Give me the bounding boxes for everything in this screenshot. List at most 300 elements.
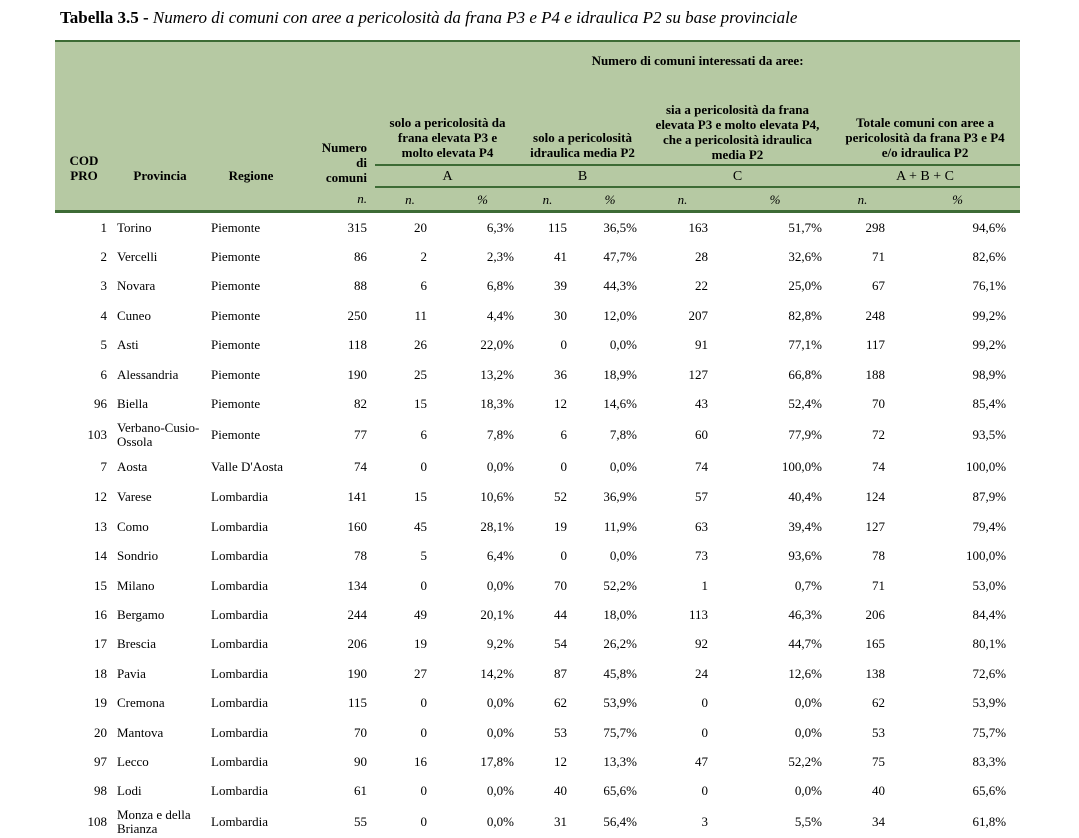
cell-c-n: 28 <box>645 242 720 271</box>
cell-provincia: Cremona <box>113 688 207 717</box>
cell-regione: Lombardia <box>207 777 295 806</box>
cell-numero: 74 <box>295 451 375 483</box>
cell-provincia: Lecco <box>113 747 207 776</box>
cell-tot-n: 62 <box>830 688 895 717</box>
cell-numero: 118 <box>295 331 375 360</box>
cell-a-n: 2 <box>375 242 445 271</box>
cell-c-pct: 5,5% <box>720 806 830 838</box>
cell-tot-pct: 99,2% <box>895 301 1020 330</box>
cell-b-pct: 13,3% <box>575 747 645 776</box>
cell-cod: 14 <box>55 542 113 571</box>
cell-c-pct: 0,7% <box>720 571 830 600</box>
cell-tot-n: 67 <box>830 272 895 301</box>
unit-n: n. <box>645 187 720 212</box>
cell-regione: Lombardia <box>207 806 295 838</box>
cell-numero: 206 <box>295 630 375 659</box>
cell-provincia: Biella <box>113 389 207 418</box>
cell-regione: Lombardia <box>207 600 295 629</box>
cell-numero: 190 <box>295 659 375 688</box>
cell-c-n: 22 <box>645 272 720 301</box>
cell-a-n: 5 <box>375 542 445 571</box>
cell-c-pct: 51,7% <box>720 212 830 243</box>
cell-b-n: 44 <box>520 600 575 629</box>
cell-tot-pct: 61,8% <box>895 806 1020 838</box>
cell-b-pct: 0,0% <box>575 451 645 483</box>
cell-c-n: 0 <box>645 777 720 806</box>
cell-numero: 190 <box>295 360 375 389</box>
cell-cod: 4 <box>55 301 113 330</box>
table-row <box>55 242 1020 271</box>
cell-tot-n: 188 <box>830 360 895 389</box>
cell-b-pct: 18,9% <box>575 360 645 389</box>
unit-n: n. <box>295 187 375 212</box>
cell-c-n: 57 <box>645 483 720 512</box>
cell-regione: Lombardia <box>207 571 295 600</box>
cell-a-pct: 0,0% <box>445 571 520 600</box>
header-a-desc: solo a pericolosità da frana elevata P3 e molto elevata P4 <box>375 68 520 165</box>
cell-b-n: 0 <box>520 542 575 571</box>
cell-c-pct: 52,4% <box>720 389 830 418</box>
table-row <box>55 659 1020 688</box>
cell-b-n: 115 <box>520 212 575 243</box>
cell-tot-pct: 53,9% <box>895 688 1020 717</box>
table-row <box>55 331 1020 360</box>
cell-provincia: Alessandria <box>113 360 207 389</box>
header-group: Numero di comuni interessati da aree: <box>375 41 1020 68</box>
cell-b-n: 40 <box>520 777 575 806</box>
header-c: C <box>645 165 830 187</box>
cell-tot-n: 74 <box>830 451 895 483</box>
cell-cod: 13 <box>55 512 113 541</box>
cell-cod: 6 <box>55 360 113 389</box>
cell-tot-pct: 94,6% <box>895 212 1020 243</box>
cell-c-n: 43 <box>645 389 720 418</box>
header-numero: Numero di comuni <box>295 41 375 187</box>
cell-a-n: 6 <box>375 419 445 451</box>
cell-c-n: 73 <box>645 542 720 571</box>
header-provincia: Provincia <box>113 41 207 187</box>
cell-cod: 17 <box>55 630 113 659</box>
cell-c-n: 1 <box>645 571 720 600</box>
cell-a-pct: 9,2% <box>445 630 520 659</box>
cell-b-n: 53 <box>520 718 575 747</box>
cell-b-pct: 75,7% <box>575 718 645 747</box>
cell-cod: 18 <box>55 659 113 688</box>
cell-a-pct: 2,3% <box>445 242 520 271</box>
cell-c-pct: 39,4% <box>720 512 830 541</box>
cell-cod: 96 <box>55 389 113 418</box>
cell-a-pct: 0,0% <box>445 451 520 483</box>
cell-numero: 134 <box>295 571 375 600</box>
cell-a-pct: 6,8% <box>445 272 520 301</box>
cell-a-n: 6 <box>375 272 445 301</box>
table-row <box>55 600 1020 629</box>
cell-b-n: 30 <box>520 301 575 330</box>
cell-a-pct: 0,0% <box>445 688 520 717</box>
table-row <box>55 451 1020 483</box>
cell-c-n: 74 <box>645 451 720 483</box>
cell-a-n: 27 <box>375 659 445 688</box>
cell-b-n: 87 <box>520 659 575 688</box>
cell-c-pct: 77,1% <box>720 331 830 360</box>
cell-b-n: 62 <box>520 688 575 717</box>
cell-regione: Piemonte <box>207 360 295 389</box>
cell-a-pct: 6,4% <box>445 542 520 571</box>
cell-tot-pct: 65,6% <box>895 777 1020 806</box>
cell-provincia: Novara <box>113 272 207 301</box>
cell-regione: Piemonte <box>207 301 295 330</box>
cell-a-n: 0 <box>375 688 445 717</box>
table-row <box>55 212 1020 243</box>
cell-numero: 55 <box>295 806 375 838</box>
table-caption: Numero di comuni con aree a pericolosità da frana P3 e P4 e idraulica P2 su base provinciale <box>153 8 797 27</box>
cell-tot-n: 72 <box>830 419 895 451</box>
cell-c-n: 60 <box>645 419 720 451</box>
cell-tot-pct: 100,0% <box>895 451 1020 483</box>
cell-b-pct: 45,8% <box>575 659 645 688</box>
cell-c-pct: 93,6% <box>720 542 830 571</box>
cell-tot-pct: 82,6% <box>895 242 1020 271</box>
cell-c-pct: 32,6% <box>720 242 830 271</box>
cell-tot-pct: 75,7% <box>895 718 1020 747</box>
cell-a-pct: 20,1% <box>445 600 520 629</box>
header-b: B <box>520 165 645 187</box>
cell-numero: 82 <box>295 389 375 418</box>
cell-b-pct: 18,0% <box>575 600 645 629</box>
cell-c-n: 3 <box>645 806 720 838</box>
cell-c-pct: 0,0% <box>720 718 830 747</box>
cell-regione: Piemonte <box>207 242 295 271</box>
cell-numero: 70 <box>295 718 375 747</box>
cell-cod: 108 <box>55 806 113 838</box>
cell-regione: Piemonte <box>207 212 295 243</box>
cell-a-pct: 13,2% <box>445 360 520 389</box>
cell-c-n: 92 <box>645 630 720 659</box>
cell-c-n: 207 <box>645 301 720 330</box>
cell-tot-pct: 93,5% <box>895 419 1020 451</box>
cell-regione: Lombardia <box>207 630 295 659</box>
cell-c-pct: 25,0% <box>720 272 830 301</box>
cell-b-n: 31 <box>520 806 575 838</box>
cell-b-pct: 36,9% <box>575 483 645 512</box>
cell-cod: 15 <box>55 571 113 600</box>
cell-c-n: 91 <box>645 331 720 360</box>
cell-a-pct: 14,2% <box>445 659 520 688</box>
cell-b-n: 39 <box>520 272 575 301</box>
cell-regione: Lombardia <box>207 659 295 688</box>
cell-a-pct: 18,3% <box>445 389 520 418</box>
cell-tot-pct: 53,0% <box>895 571 1020 600</box>
table-row <box>55 272 1020 301</box>
cell-b-n: 52 <box>520 483 575 512</box>
cell-tot-pct: 76,1% <box>895 272 1020 301</box>
cell-tot-n: 248 <box>830 301 895 330</box>
cell-regione: Lombardia <box>207 747 295 776</box>
cell-provincia: Varese <box>113 483 207 512</box>
unit-pct: % <box>895 187 1020 212</box>
cell-tot-n: 117 <box>830 331 895 360</box>
header-t-desc: Totale comuni con aree a pericolosità da frana P3 e P4 e/o idraulica P2 <box>830 68 1020 165</box>
cell-numero: 244 <box>295 600 375 629</box>
cell-b-n: 12 <box>520 747 575 776</box>
cell-cod: 103 <box>55 419 113 451</box>
cell-tot-n: 71 <box>830 242 895 271</box>
cell-a-n: 19 <box>375 630 445 659</box>
cell-a-n: 0 <box>375 451 445 483</box>
cell-regione: Piemonte <box>207 419 295 451</box>
cell-provincia: Aosta <box>113 451 207 483</box>
cell-regione: Piemonte <box>207 389 295 418</box>
cell-provincia: Vercelli <box>113 242 207 271</box>
table-row <box>55 777 1020 806</box>
table-row <box>55 483 1020 512</box>
cell-tot-n: 298 <box>830 212 895 243</box>
cell-tot-pct: 72,6% <box>895 659 1020 688</box>
unit-n: n. <box>375 187 445 212</box>
cell-cod: 3 <box>55 272 113 301</box>
cell-b-pct: 0,0% <box>575 542 645 571</box>
cell-regione: Lombardia <box>207 512 295 541</box>
cell-provincia: Milano <box>113 571 207 600</box>
table-row <box>55 747 1020 776</box>
cell-b-pct: 53,9% <box>575 688 645 717</box>
cell-c-n: 63 <box>645 512 720 541</box>
cell-c-n: 24 <box>645 659 720 688</box>
unit-pct: % <box>445 187 520 212</box>
cell-numero: 160 <box>295 512 375 541</box>
header-c-desc: sia a pericolosità da frana elevata P3 e molto elevata P4, che a pericolosità idraulica media P2 <box>645 68 830 165</box>
table-number: Tabella 3.5 - <box>60 8 153 27</box>
cell-a-pct: 4,4% <box>445 301 520 330</box>
header-a: A <box>375 165 520 187</box>
cell-numero: 250 <box>295 301 375 330</box>
cell-tot-pct: 100,0% <box>895 542 1020 571</box>
cell-c-pct: 40,4% <box>720 483 830 512</box>
cell-numero: 90 <box>295 747 375 776</box>
cell-tot-n: 127 <box>830 512 895 541</box>
cell-regione: Lombardia <box>207 718 295 747</box>
unit-n: n. <box>830 187 895 212</box>
table-row <box>55 718 1020 747</box>
cell-tot-n: 40 <box>830 777 895 806</box>
cell-numero: 78 <box>295 542 375 571</box>
cell-provincia: Torino <box>113 212 207 243</box>
cell-a-n: 26 <box>375 331 445 360</box>
cell-c-pct: 46,3% <box>720 600 830 629</box>
cell-tot-pct: 87,9% <box>895 483 1020 512</box>
cell-b-n: 54 <box>520 630 575 659</box>
cell-provincia: Pavia <box>113 659 207 688</box>
cell-regione: Piemonte <box>207 272 295 301</box>
cell-tot-n: 71 <box>830 571 895 600</box>
table-title <box>60 8 797 28</box>
table-row <box>55 542 1020 571</box>
cell-c-pct: 82,8% <box>720 301 830 330</box>
cell-tot-pct: 80,1% <box>895 630 1020 659</box>
cell-cod: 12 <box>55 483 113 512</box>
cell-tot-pct: 84,4% <box>895 600 1020 629</box>
cell-c-pct: 0,0% <box>720 777 830 806</box>
unit-pct: % <box>575 187 645 212</box>
cell-a-n: 15 <box>375 483 445 512</box>
cell-provincia: Lodi <box>113 777 207 806</box>
cell-provincia: Bergamo <box>113 600 207 629</box>
cell-tot-pct: 85,4% <box>895 389 1020 418</box>
cell-b-pct: 11,9% <box>575 512 645 541</box>
cell-b-pct: 44,3% <box>575 272 645 301</box>
cell-b-n: 41 <box>520 242 575 271</box>
cell-tot-n: 34 <box>830 806 895 838</box>
cell-cod: 7 <box>55 451 113 483</box>
table-row <box>55 360 1020 389</box>
cell-c-pct: 12,6% <box>720 659 830 688</box>
data-table <box>55 40 1020 838</box>
cell-numero: 315 <box>295 212 375 243</box>
cell-tot-pct: 79,4% <box>895 512 1020 541</box>
table-row <box>55 806 1020 838</box>
cell-tot-n: 206 <box>830 600 895 629</box>
cell-b-n: 12 <box>520 389 575 418</box>
cell-tot-n: 70 <box>830 389 895 418</box>
header-regione: Regione <box>207 41 295 187</box>
table-row <box>55 512 1020 541</box>
cell-regione: Piemonte <box>207 331 295 360</box>
cell-tot-n: 165 <box>830 630 895 659</box>
cell-c-pct: 77,9% <box>720 419 830 451</box>
cell-b-pct: 12,0% <box>575 301 645 330</box>
cell-c-n: 0 <box>645 718 720 747</box>
cell-a-n: 20 <box>375 212 445 243</box>
cell-a-n: 0 <box>375 806 445 838</box>
header-t: A + B + C <box>830 165 1020 187</box>
cell-b-pct: 56,4% <box>575 806 645 838</box>
cell-b-n: 0 <box>520 451 575 483</box>
cell-b-n: 19 <box>520 512 575 541</box>
table-row <box>55 389 1020 418</box>
cell-b-pct: 47,7% <box>575 242 645 271</box>
cell-b-n: 36 <box>520 360 575 389</box>
table-row <box>55 688 1020 717</box>
cell-regione: Lombardia <box>207 542 295 571</box>
cell-b-pct: 26,2% <box>575 630 645 659</box>
cell-a-pct: 0,0% <box>445 777 520 806</box>
cell-a-pct: 7,8% <box>445 419 520 451</box>
cell-b-pct: 36,5% <box>575 212 645 243</box>
cell-c-n: 113 <box>645 600 720 629</box>
cell-a-n: 0 <box>375 571 445 600</box>
cell-b-pct: 52,2% <box>575 571 645 600</box>
cell-c-pct: 66,8% <box>720 360 830 389</box>
cell-a-pct: 6,3% <box>445 212 520 243</box>
cell-a-n: 49 <box>375 600 445 629</box>
cell-a-pct: 22,0% <box>445 331 520 360</box>
header-cod: COD PRO <box>55 41 113 187</box>
cell-c-pct: 100,0% <box>720 451 830 483</box>
cell-cod: 98 <box>55 777 113 806</box>
cell-tot-n: 124 <box>830 483 895 512</box>
cell-a-n: 25 <box>375 360 445 389</box>
cell-regione: Valle D'Aosta <box>207 451 295 483</box>
cell-b-pct: 14,6% <box>575 389 645 418</box>
cell-provincia: Asti <box>113 331 207 360</box>
cell-a-pct: 10,6% <box>445 483 520 512</box>
cell-provincia: Como <box>113 512 207 541</box>
unit-pct: % <box>720 187 830 212</box>
cell-a-pct: 28,1% <box>445 512 520 541</box>
cell-a-pct: 0,0% <box>445 806 520 838</box>
cell-regione: Lombardia <box>207 688 295 717</box>
cell-tot-n: 78 <box>830 542 895 571</box>
cell-b-pct: 65,6% <box>575 777 645 806</box>
cell-c-pct: 44,7% <box>720 630 830 659</box>
cell-tot-pct: 98,9% <box>895 360 1020 389</box>
cell-provincia: Mantova <box>113 718 207 747</box>
cell-c-n: 127 <box>645 360 720 389</box>
cell-a-n: 45 <box>375 512 445 541</box>
cell-tot-pct: 99,2% <box>895 331 1020 360</box>
unit-n: n. <box>520 187 575 212</box>
table-row <box>55 419 1020 451</box>
cell-numero: 141 <box>295 483 375 512</box>
cell-provincia: Verbano-Cusio-Ossola <box>113 419 207 451</box>
table-body <box>55 212 1020 838</box>
cell-a-pct: 0,0% <box>445 718 520 747</box>
cell-provincia: Monza e della Brianza <box>113 806 207 838</box>
cell-provincia: Cuneo <box>113 301 207 330</box>
cell-cod: 5 <box>55 331 113 360</box>
cell-c-n: 47 <box>645 747 720 776</box>
table-row <box>55 571 1020 600</box>
cell-b-pct: 0,0% <box>575 331 645 360</box>
cell-numero: 61 <box>295 777 375 806</box>
cell-cod: 20 <box>55 718 113 747</box>
cell-a-n: 15 <box>375 389 445 418</box>
cell-b-n: 6 <box>520 419 575 451</box>
cell-a-n: 0 <box>375 777 445 806</box>
cell-b-n: 70 <box>520 571 575 600</box>
cell-a-n: 0 <box>375 718 445 747</box>
cell-regione: Lombardia <box>207 483 295 512</box>
cell-numero: 77 <box>295 419 375 451</box>
cell-tot-n: 53 <box>830 718 895 747</box>
cell-numero: 88 <box>295 272 375 301</box>
cell-c-n: 163 <box>645 212 720 243</box>
table-row <box>55 301 1020 330</box>
cell-c-pct: 52,2% <box>720 747 830 776</box>
cell-b-pct: 7,8% <box>575 419 645 451</box>
cell-c-n: 0 <box>645 688 720 717</box>
cell-b-n: 0 <box>520 331 575 360</box>
cell-cod: 1 <box>55 212 113 243</box>
header-b-desc: solo a pericolosità idraulica media P2 <box>520 68 645 165</box>
cell-tot-n: 75 <box>830 747 895 776</box>
cell-a-pct: 17,8% <box>445 747 520 776</box>
cell-provincia: Brescia <box>113 630 207 659</box>
cell-cod: 16 <box>55 600 113 629</box>
cell-numero: 115 <box>295 688 375 717</box>
cell-a-n: 11 <box>375 301 445 330</box>
cell-numero: 86 <box>295 242 375 271</box>
table-row <box>55 630 1020 659</box>
cell-tot-pct: 83,3% <box>895 747 1020 776</box>
cell-cod: 97 <box>55 747 113 776</box>
cell-cod: 2 <box>55 242 113 271</box>
cell-provincia: Sondrio <box>113 542 207 571</box>
cell-a-n: 16 <box>375 747 445 776</box>
cell-cod: 19 <box>55 688 113 717</box>
cell-tot-n: 138 <box>830 659 895 688</box>
cell-c-pct: 0,0% <box>720 688 830 717</box>
